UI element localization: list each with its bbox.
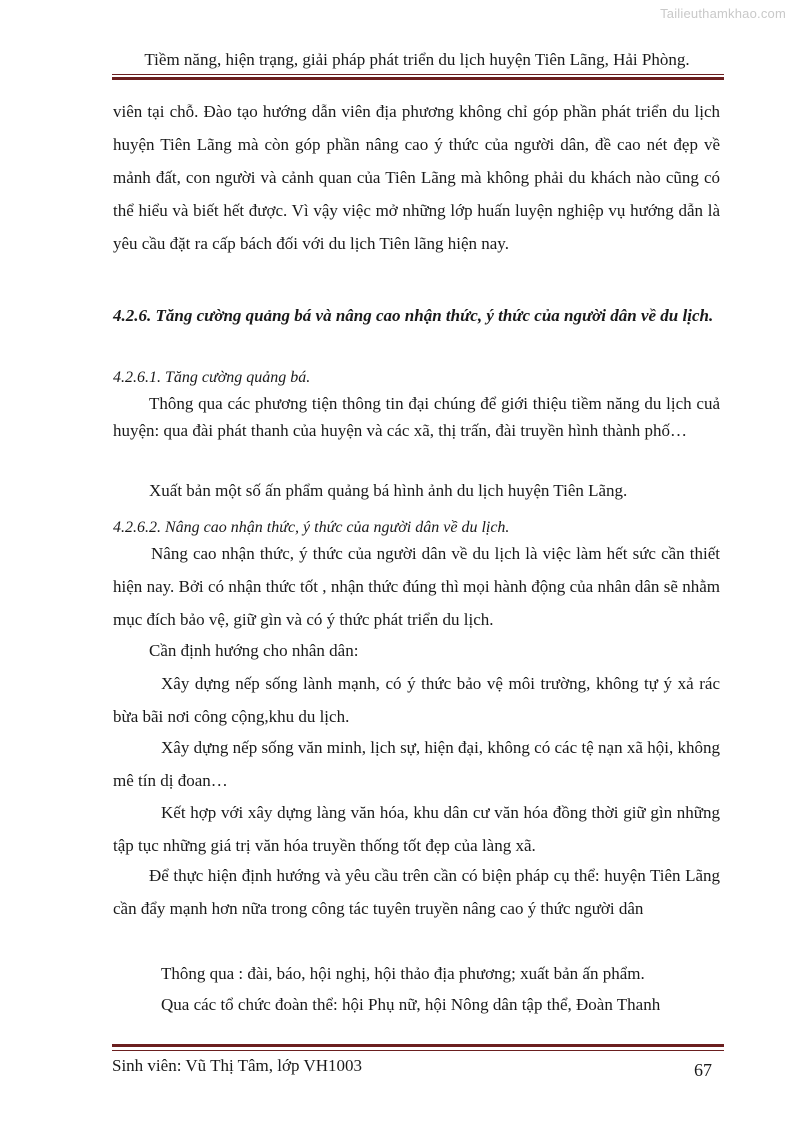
subsection-heading-1: 4.2.6.1. Tăng cường quảng bá. (113, 369, 311, 386)
paragraph-sub1-2: Xuất bản một số ấn phẩm quảng bá hình ảnh du lịch huyện Tiên Lãng. (149, 481, 628, 500)
paragraph-sub2-3: Xây dựng nếp sống lành mạnh, có ý thức bảo vệ môi trường, không tự ý xả rác bừa bãi nơi công cộng,khu du lịch. (113, 674, 720, 726)
paragraph-sub2-4: Xây dựng nếp sống văn minh, lịch sự, hiện đại, không có các tệ nạn xã hội, không mê tín dị đoan… (113, 738, 720, 790)
subsection-heading-2: 4.2.6.2. Nâng cao nhận thức, ý thức của người dân về du lịch. (113, 519, 510, 536)
paragraph-sub1-1: Thông qua các phương tiện thông tin đại chúng để giới thiệu tiềm năng du lịch cuả huyện: qua đài phát thanh của huyện và các xã, thị trấn, đài truyền hình thành phố… (113, 394, 720, 440)
paragraph-sub2-8: Qua các tổ chức đoàn thể: hội Phụ nữ, hội Nông dân tập thể, Đoàn Thanh (161, 995, 661, 1014)
header-rule-thin (112, 74, 724, 75)
paragraph-sub2-5: Kết hợp với xây dựng làng văn hóa, khu dân cư văn hóa đồng thời giữ gìn những tập tục những giá trị văn hóa truyền thống tốt đẹp của làng xã. (113, 803, 720, 855)
footer-rule-thin (112, 1050, 724, 1051)
watermark: Tailieuthamkhao.com (660, 6, 786, 21)
footer-student-info: Sinh viên: Vũ Thị Tâm, lớp VH1003 (112, 1056, 362, 1075)
paragraph-sub2-1: Nâng cao nhận thức, ý thức của người dân về du lịch là việc làm hết sức cần thiết hiện nay. Bởi có nhận thức tốt , nhận thức đúng thì mọi hành động của nhân dân sẽ nhằm mục đích bảo vệ, giữ gìn và có ý thức phát triển du lịch. (113, 544, 720, 629)
page-header-title: Tiềm năng, hiện trạng, giải pháp phát triển du lịch huyện Tiên Lãng, Hải Phòng. (144, 50, 690, 69)
paragraph-sub2-7: Thông qua : đài, báo, hội nghị, hội thảo địa phương; xuất bản ấn phẩm. (161, 964, 645, 983)
section-heading: 4.2.6. Tăng cường quảng bá và nâng cao nhận thức, ý thức của người dân về du lịch. (113, 306, 714, 325)
paragraph-sub2-2: Cần định hướng cho nhân dân: (149, 641, 359, 660)
page-number: 67 (694, 1060, 712, 1080)
paragraph-sub2-6: Để thực hiện định hướng và yêu cầu trên cần có biện pháp cụ thể: huyện Tiên Lãng cần đẩy mạnh hơn nữa trong công tác tuyên truyền nâng cao ý thức người dân (113, 866, 720, 918)
paragraph-intro: viên tại chỗ. Đào tạo hướng dẫn viên địa phương không chỉ góp phần phát triển du lịch huyện Tiên Lãng mà còn góp phần nâng cao ý thức của người dân, đề cao nét đẹp về mảnh đất, con người và cảnh quan của Tiên Lãng mà không phải du khách nào cũng có thể hiểu và biết hết được. Vì vậy việc mở những lớp huấn luyện nghiệp vụ hướng dẫn là yêu cầu đặt ra cấp bách đối với du lịch Tiên lãng hiện nay. (113, 102, 720, 253)
footer-rule-thick (112, 1044, 724, 1047)
header-rule-thick (112, 77, 724, 80)
